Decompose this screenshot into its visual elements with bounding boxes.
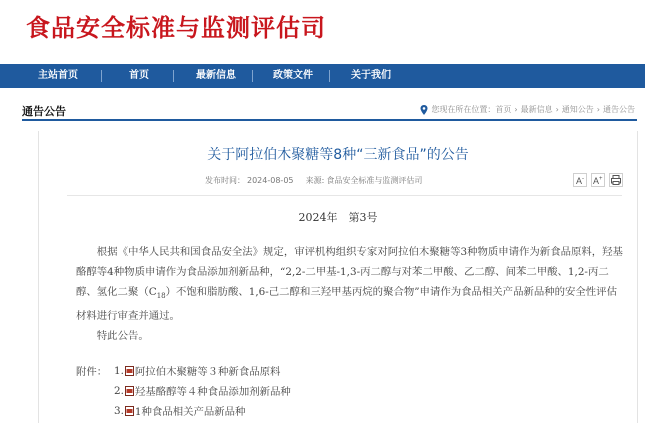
svg-text:A: A — [576, 176, 583, 186]
svg-text:A: A — [593, 176, 600, 186]
breadcrumb-notices[interactable]: 通知公告 — [561, 105, 594, 114]
article-meta — [205, 175, 424, 186]
file-icon — [125, 406, 134, 416]
breadcrumb-separator: › — [555, 105, 559, 114]
closing-paragraph: 特此公告。 — [96, 330, 149, 343]
site-header — [0, 0, 645, 62]
paragraph-text: ）不饱和脂肪酸、1,6-己二醇和三羟甲基丙烷的聚合物”申请作为食品相关产品新品种的安全性评估材料进行审查并通过。 — [76, 286, 617, 323]
breadcrumb-separator: › — [596, 105, 600, 114]
attachment-link-3[interactable]: 1种食品相关产品新品种 — [134, 406, 246, 418]
nav-divider — [173, 70, 174, 82]
main-nav — [0, 64, 645, 88]
attachment-row — [114, 383, 291, 398]
nav-divider — [101, 70, 102, 82]
breadcrumb-separator: › — [514, 105, 518, 114]
svg-text:+: + — [599, 176, 603, 182]
nav-item-about-us[interactable]: 关于我们 — [351, 70, 391, 81]
attachment-link-1[interactable]: 阿拉伯木聚糖等３种新食品原料 — [134, 366, 281, 378]
source-label: 来源: — [305, 176, 325, 185]
paragraph-text: 根据《中华人民共和国食品安全法》规定，审评机构组织专家对阿拉伯木聚糖等3种物质申请作为新食品原料，羟基酪醇等4种物质申请作为食品添加剂新品种，“2,2-二甲基-1,3-丙二醇与对苯二甲酸、乙二醇、间苯二甲酸、1,2-丙二醇、氢化二聚（C — [76, 246, 623, 298]
font-decrease-button[interactable] — [573, 173, 587, 187]
breadcrumb-latest-news[interactable]: 最新信息 — [520, 105, 553, 114]
article-title: 关于阿拉伯木聚糖等8种“三新食品”的公告 — [207, 147, 469, 163]
attachment-number: 2. — [114, 384, 124, 397]
document-number: 2024年 第3号 — [298, 211, 378, 224]
font-increase-icon — [592, 174, 604, 186]
attachment-number: 1. — [114, 364, 124, 377]
article — [38, 131, 638, 423]
attachment-number: 3. — [114, 404, 124, 417]
article-tools — [573, 173, 623, 187]
nav-divider — [252, 70, 253, 82]
attachment-row — [114, 403, 245, 418]
attachment-row — [76, 363, 280, 378]
nav-item-policy-docs[interactable]: 政策文件 — [273, 70, 313, 81]
print-button[interactable] — [609, 173, 623, 187]
nav-item-home[interactable]: 首页 — [129, 70, 149, 81]
breadcrumb-home[interactable]: 首页 — [495, 105, 512, 114]
publish-date: 2024-08-05 — [247, 176, 294, 185]
breadcrumb — [420, 104, 635, 115]
source: 食品安全标准与监测评估司 — [326, 176, 423, 185]
nav-item-latest-news[interactable]: 最新信息 — [196, 70, 236, 81]
nav-divider — [329, 70, 330, 82]
article-body — [76, 242, 624, 346]
subscript-text: 18 — [156, 292, 166, 301]
attachments-label: 附件： — [76, 366, 108, 378]
file-icon — [125, 366, 134, 376]
breadcrumb-current[interactable]: 通告公告 — [603, 105, 635, 114]
file-icon — [125, 386, 134, 396]
nav-item-main-site[interactable]: 主站首页 — [38, 70, 78, 81]
body-paragraph — [76, 242, 624, 326]
meta-divider — [67, 195, 622, 196]
font-decrease-icon — [574, 174, 586, 186]
attachment-link-2[interactable]: 羟基酪醇等４种食品添加剂新品种 — [134, 386, 291, 398]
svg-text:-: - — [582, 176, 584, 182]
section-title: 通告公告 — [22, 105, 66, 118]
breadcrumb-prefix: 您现在所在位置： — [431, 105, 496, 114]
font-increase-button[interactable] — [591, 173, 605, 187]
section-header — [22, 99, 637, 121]
publish-date-label: 发布时间： — [205, 176, 245, 185]
site-title[interactable]: 食品安全标准与监测评估司 — [26, 14, 326, 42]
location-pin-icon — [420, 105, 428, 115]
print-icon — [610, 174, 622, 186]
